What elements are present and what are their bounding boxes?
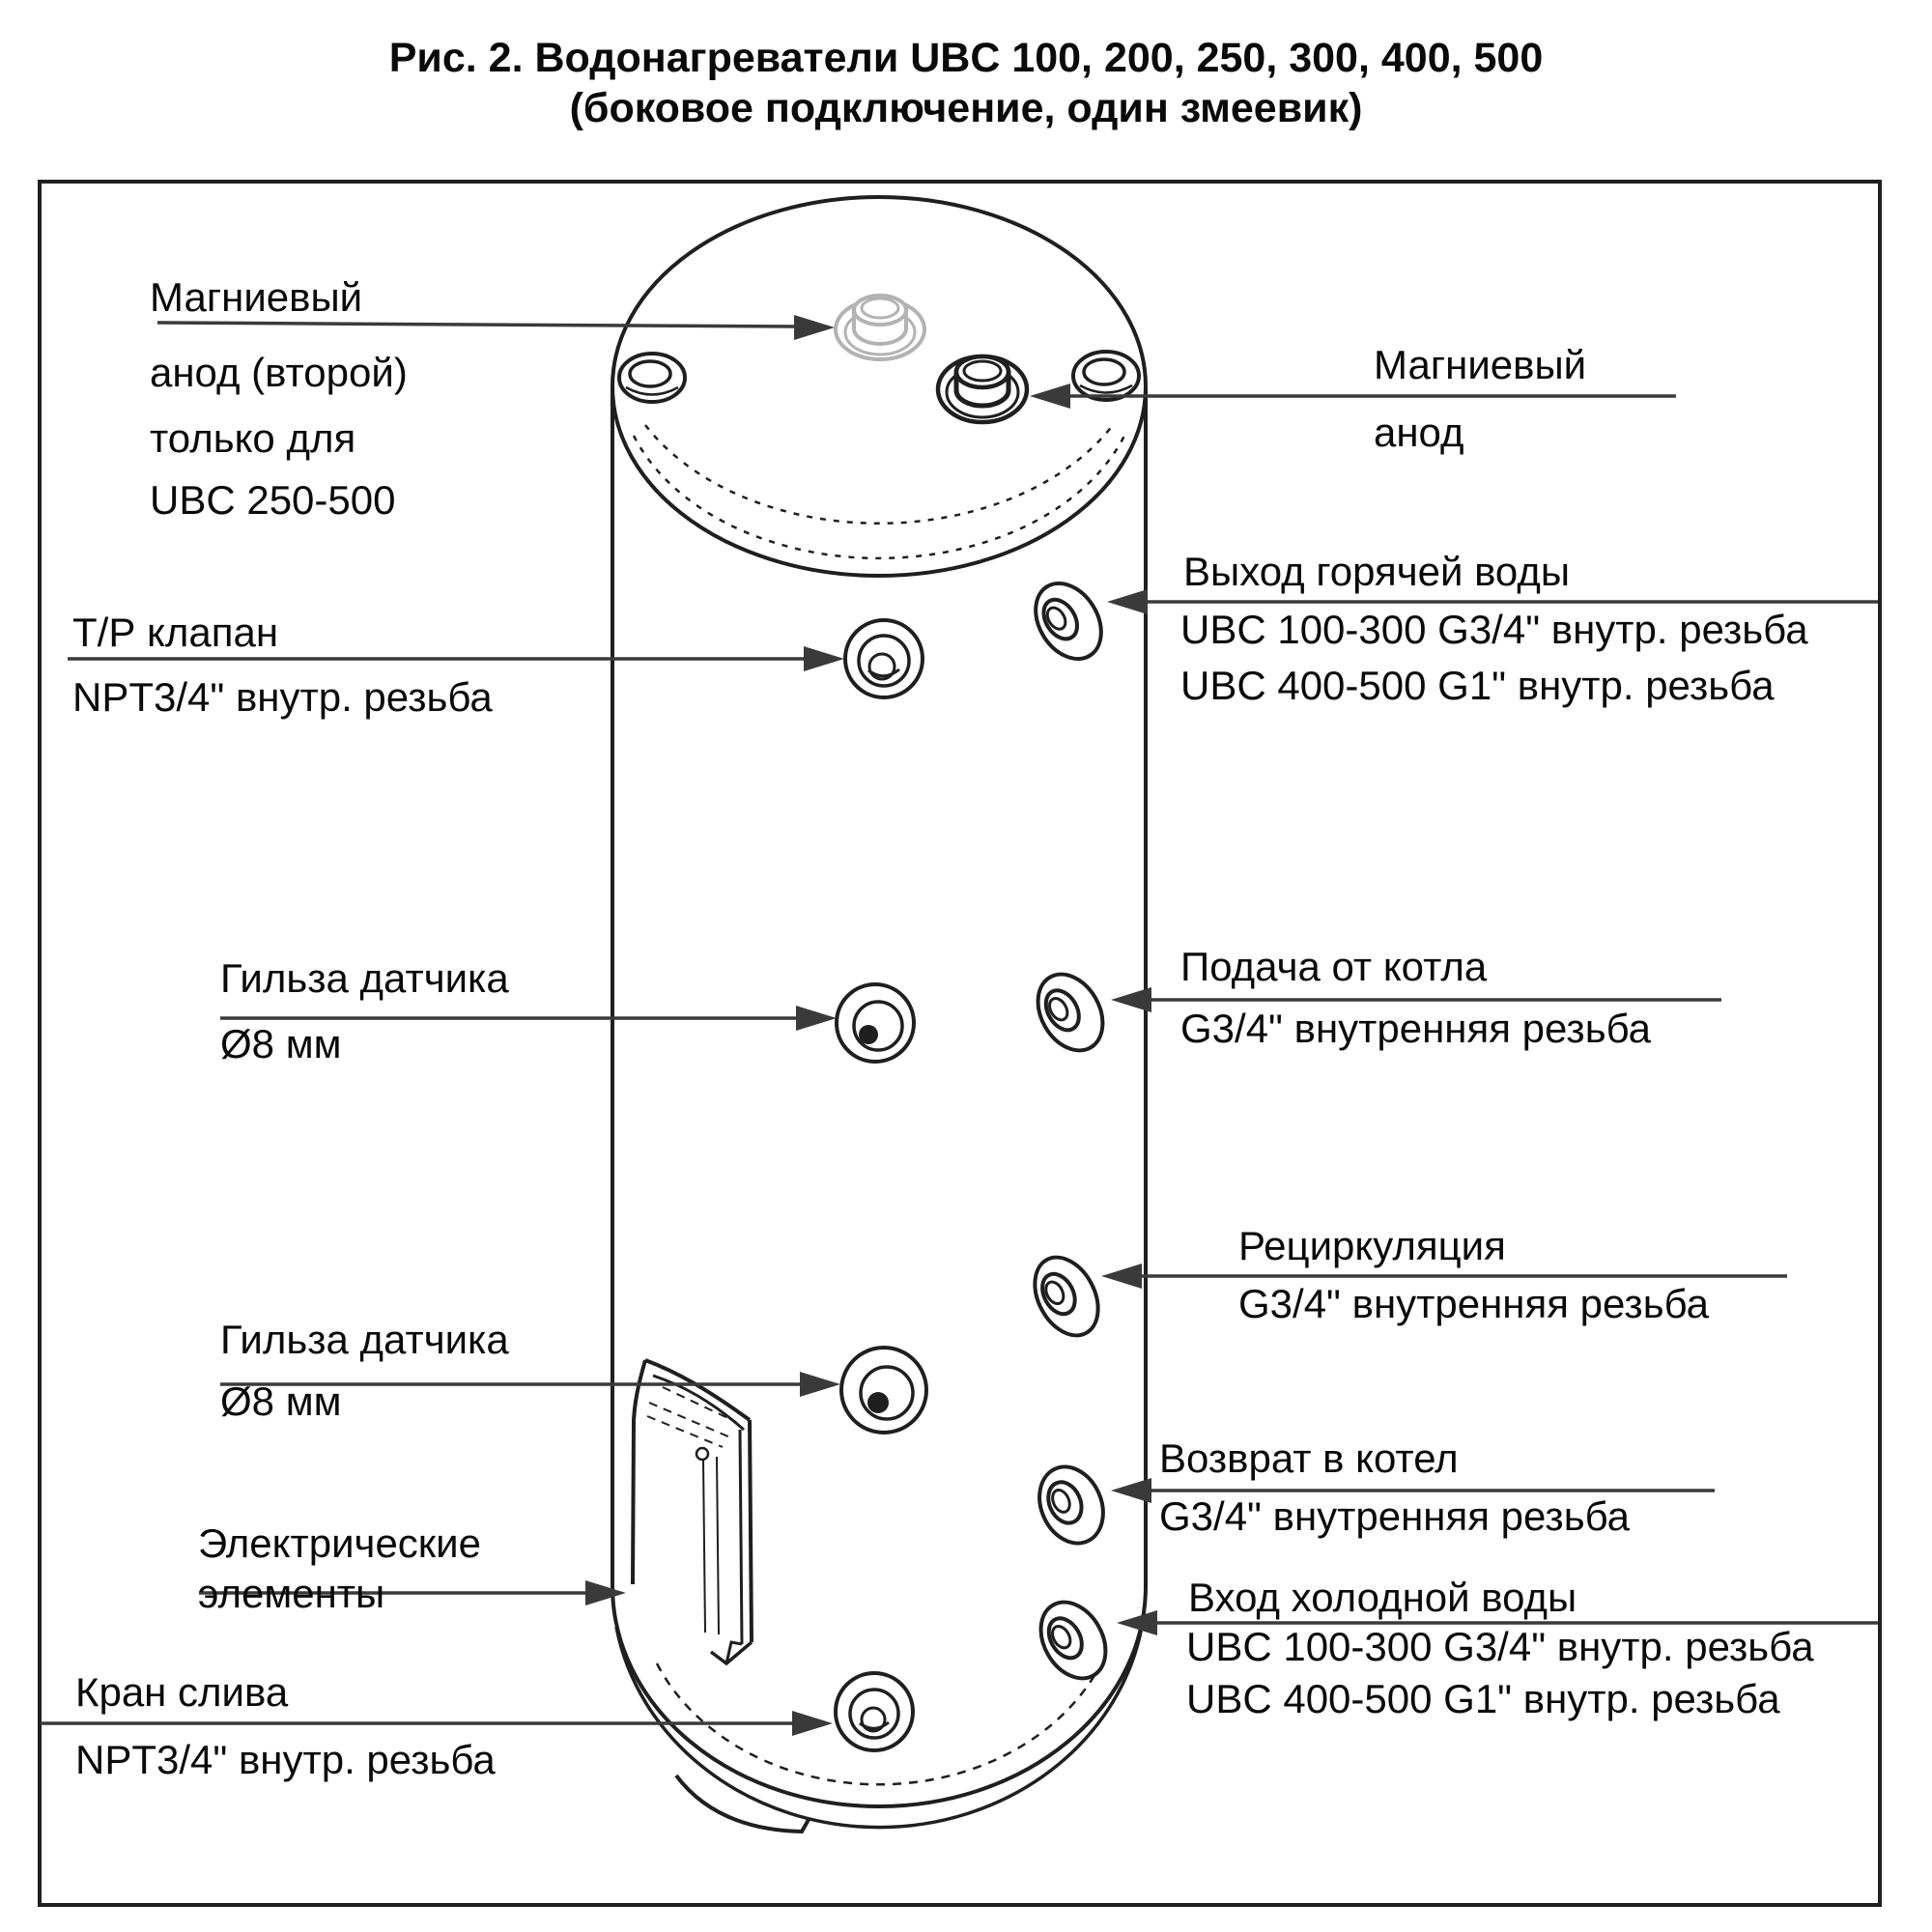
label-magnesium-anode-second-line1: Магниевый (150, 274, 363, 320)
label-hot-water-outlet-line3: UBC 400-500 G1" внутр. резьба (1180, 663, 1775, 708)
figure-title-line2: (боковое подключение, один змеевик) (569, 85, 1363, 131)
label-hot-water-outlet-line1: Выход горячей воды (1183, 549, 1571, 594)
electric-elements-cover (633, 1360, 752, 1663)
label-tp-valve-line1: Т/Р клапан (72, 610, 279, 655)
label-tp-valve-line2: NPT3/4" внутр. резьба (72, 674, 493, 720)
label-cold-water-inlet-line3: UBC 400-500 G1" внутр. резьба (1186, 1676, 1780, 1721)
lifting-lug-left (619, 354, 685, 402)
label-hot-water-outlet-line2: UBC 100-300 G3/4" внутр. резьба (1180, 607, 1808, 652)
label-cold-water-inlet-line1: Вход холодной воды (1188, 1575, 1577, 1620)
port-sensor-well-lower (841, 1348, 926, 1433)
label-recirculation-line1: Рециркуляция (1238, 1223, 1506, 1268)
label-cold-water-inlet-line2: UBC 100-300 G3/4" внутр. резьба (1186, 1624, 1814, 1669)
label-boiler-return-line1: Возврат в котел (1159, 1435, 1459, 1481)
figure-title-line1: Рис. 2. Водонагреватели UBC 100, 200, 250, 300, 400, 500 (388, 35, 1544, 81)
label-sensor-well-lower-line1: Гильза датчика (220, 1317, 509, 1362)
label-sensor-well-lower-line2: Ø8 мм (220, 1378, 342, 1424)
port-hot-water-outlet (1022, 571, 1114, 670)
label-electric-elements-line2: элементы (198, 1571, 385, 1616)
port-tp-valve (845, 620, 923, 697)
label-recirculation-line2: G3/4" внутренняя резьба (1238, 1281, 1710, 1326)
port-boiler-return (1028, 1457, 1115, 1553)
label-magnesium-anode-line1: Магниевый (1374, 342, 1587, 387)
label-boiler-supply-line2: G3/4" внутренняя резьба (1180, 1006, 1652, 1051)
label-boiler-return-line2: G3/4" внутренняя резьба (1159, 1493, 1631, 1539)
label-electric-elements-line1: Электрические (198, 1520, 481, 1566)
anode-boss-main (938, 356, 1027, 422)
label-magnesium-anode-second-line2: анод (второй) (150, 350, 408, 395)
label-boiler-supply-line1: Подача от котла (1180, 944, 1488, 989)
port-recirculation (1022, 1246, 1111, 1346)
label-drain-valve-line2: NPT3/4" внутр. резьба (75, 1737, 496, 1782)
port-cold-water-inlet (1028, 1591, 1119, 1690)
label-drain-valve-line1: Кран слива (75, 1669, 289, 1715)
port-sensor-well-upper (837, 984, 914, 1062)
label-magnesium-anode-line2: анод (1374, 410, 1464, 455)
label-sensor-well-upper-line1: Гильза датчика (220, 955, 509, 1001)
label-magnesium-anode-second-line3: только для (150, 415, 356, 461)
tank-base-lip (676, 1776, 810, 1832)
label-sensor-well-upper-line2: Ø8 мм (220, 1021, 342, 1066)
port-boiler-supply (1025, 963, 1116, 1063)
lifting-lug-right (1073, 352, 1139, 400)
label-magnesium-anode-second-line4: UBC 250-500 (150, 477, 396, 523)
port-drain-valve (836, 1673, 913, 1750)
